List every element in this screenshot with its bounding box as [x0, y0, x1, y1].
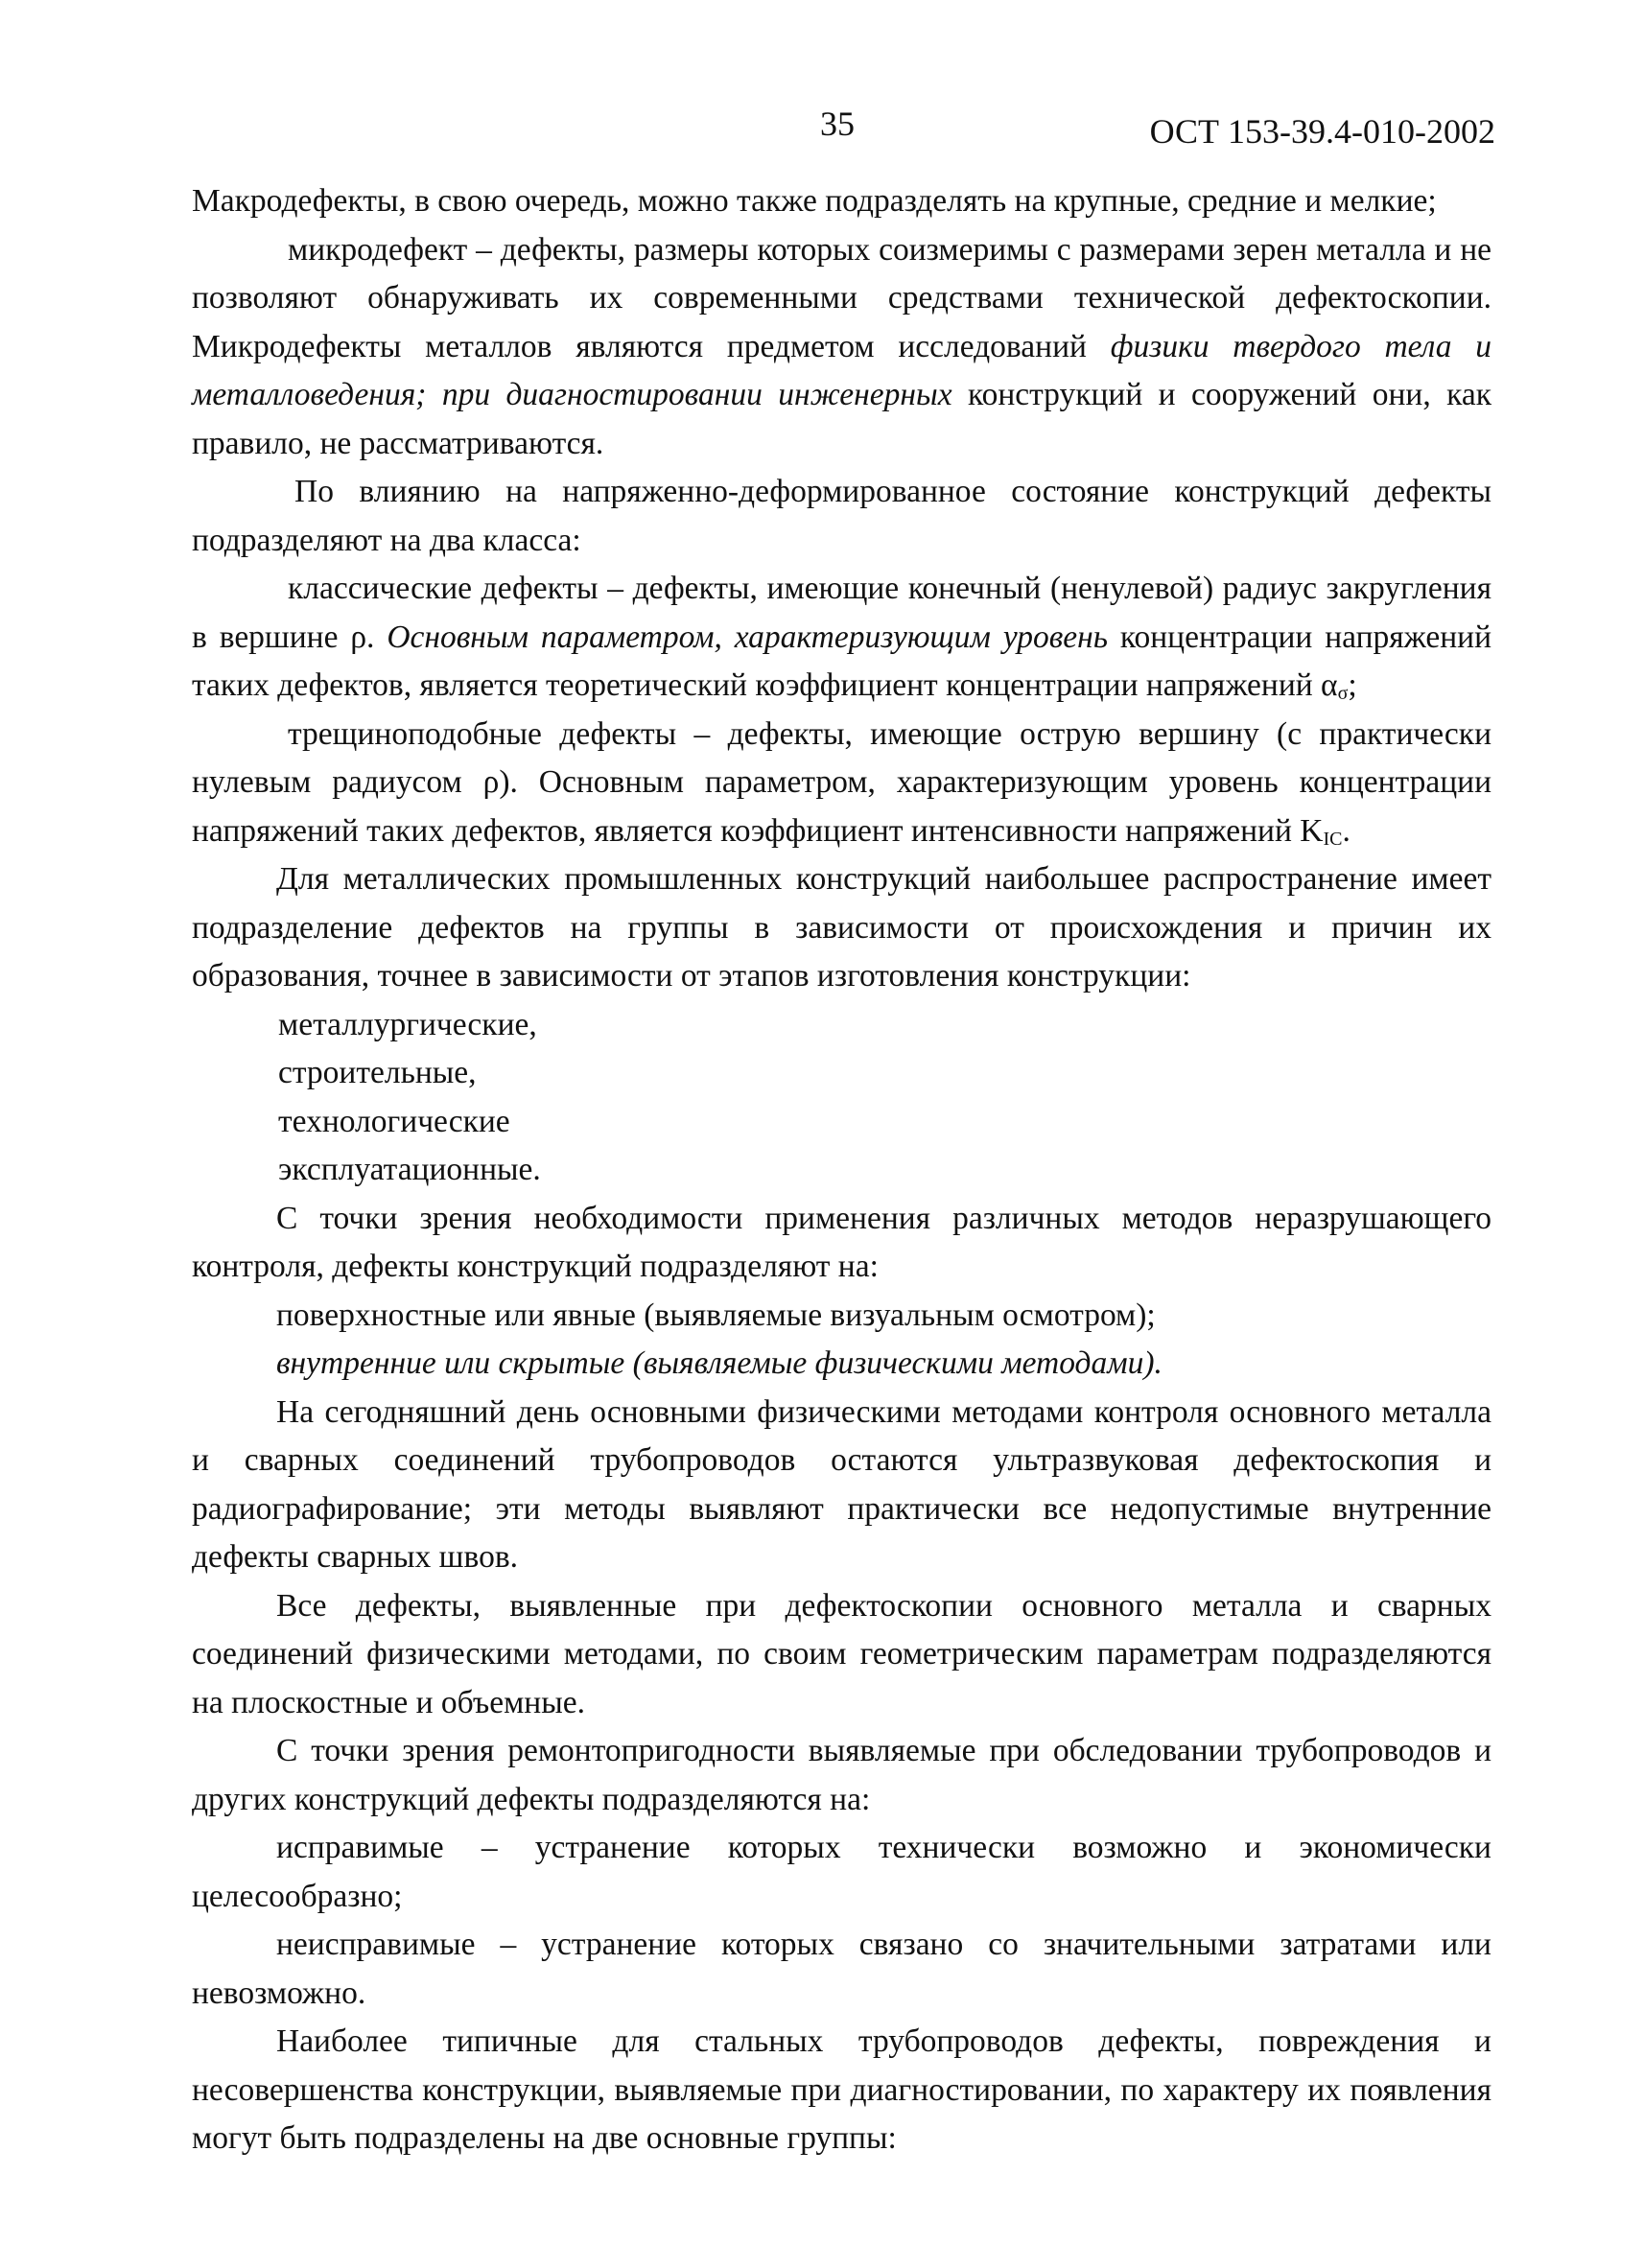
- classic-defects-text: классические дефекты – дефекты, имеющие конечный (ненулевой) радиус закругления в вершине ρ.: [192, 571, 1491, 655]
- crack-like-defects-text: трещиноподобные дефекты – дефекты, имеющие острую вершину (с практически нулевым радиусом ρ). Основным параметром, характеризующим уровень концентрации напряжений таких дефектов, является коэффициент интенсивности напряжений K: [192, 715, 1491, 849]
- list-item: строительные,: [278, 1055, 477, 1090]
- paragraph-defect-groups: Для металлических промышленных конструкций наибольшее распространение имеет подразделение дефектов на группы в зависимости от происхождения и причин их образования, точнее в зависимости от этапов изготовления конструкции:: [192, 861, 1491, 994]
- classic-defects-text-2: концентрации напряжений таких дефектов, является теоретический коэффициент концентрации напряжений α: [192, 619, 1492, 703]
- document-body: [192, 177, 1491, 2163]
- crack-like-defects-end: .: [1342, 812, 1350, 849]
- internal-defects-text: внутренние или скрытые (выявляемые физическими методами).: [276, 1345, 1163, 1381]
- alpha-subscript: σ: [1337, 683, 1349, 704]
- paragraph-stress-influence: По влиянию на напряженно-деформированное состояние конструкций дефекты подразделяют на два класса:: [192, 474, 1491, 558]
- paragraph-geometric-classification: Все дефекты, выявленные при дефектоскопии основного металла и сварных соединений физическими методами, по своим геометрическим параметрам подразделяются на плоскостные и объемные.: [192, 1587, 1491, 1720]
- microdefect-tail-text: конструкций и сооружений они, как правило, не рассматриваются.: [192, 377, 1492, 461]
- microdefect-italic-text: физики твердого тела и металловедения; при диагностировании инженерных: [192, 328, 1492, 412]
- paragraph-repairable: исправимые – устранение которых технически возможно и экономически целесообразно;: [192, 1830, 1491, 1914]
- list-item-surface-defects: поверхностные или явные (выявляемые визуальным осмотром);: [276, 1297, 1156, 1333]
- list-item: технологические: [278, 1103, 510, 1139]
- paragraph-unrepairable: неисправимые – устранение которых связано со значительными затратами или невозможно.: [192, 1927, 1491, 2011]
- paragraph-typical-defects: Наиболее типичные для стальных трубопроводов дефекты, повреждения и несовершенства конструкции, выявляемые при диагностировании, по характеру их появления могут быть подразделены на две основные группы:: [192, 2023, 1491, 2156]
- classic-defects-end: ;: [1348, 667, 1357, 703]
- document-code: ОСТ 153-39.4-010-2002: [1149, 112, 1495, 151]
- page-number: 35: [820, 105, 855, 143]
- paragraph-macrodefects: Макродефекты, в свою очередь, можно также подразделять на крупные, средние и мелкие;: [192, 183, 1437, 219]
- classic-defects-italic-text: Основным параметром, характеризующим уровень: [387, 619, 1109, 655]
- list-item: металлургические,: [278, 1006, 537, 1042]
- paragraph-repairability: С точки зрения ремонтопригодности выявляемые при обследовании трубопроводов и других конструкций дефекты подразделяются на:: [192, 1733, 1491, 1817]
- microdefect-text: микродефект – дефекты, размеры которых соизмеримы с размерами зерен металла и не позволяют обнаруживать их современными средствами технической дефектоскопии. Микродефекты металлов являются предметом исследований: [192, 231, 1491, 364]
- list-item-internal-defects: [192, 1340, 1491, 1389]
- paragraph-crack-like-defects: [192, 711, 1491, 856]
- paragraph-ndt-classification: С точки зрения необходимости применения различных методов неразрушающего контроля, дефекты конструкций подразделяют на:: [192, 1200, 1491, 1284]
- page-header: [0, 104, 1644, 161]
- list-item: эксплуатационные.: [278, 1152, 541, 1187]
- paragraph-microdefect: [192, 226, 1491, 469]
- defect-origin-list: [192, 1001, 1491, 1195]
- paragraph-classic-defects: [192, 565, 1491, 711]
- paragraph-physical-methods: На сегодняшний день основными физическими методами контроля основного металла и сварных соединений трубопроводов остаются ультразвуковая дефектоскопия и радиографирование; эти методы выявляют практически все недопустимые внутренние дефекты сварных швов.: [192, 1393, 1491, 1575]
- k-ic-subscript: IC: [1323, 828, 1343, 850]
